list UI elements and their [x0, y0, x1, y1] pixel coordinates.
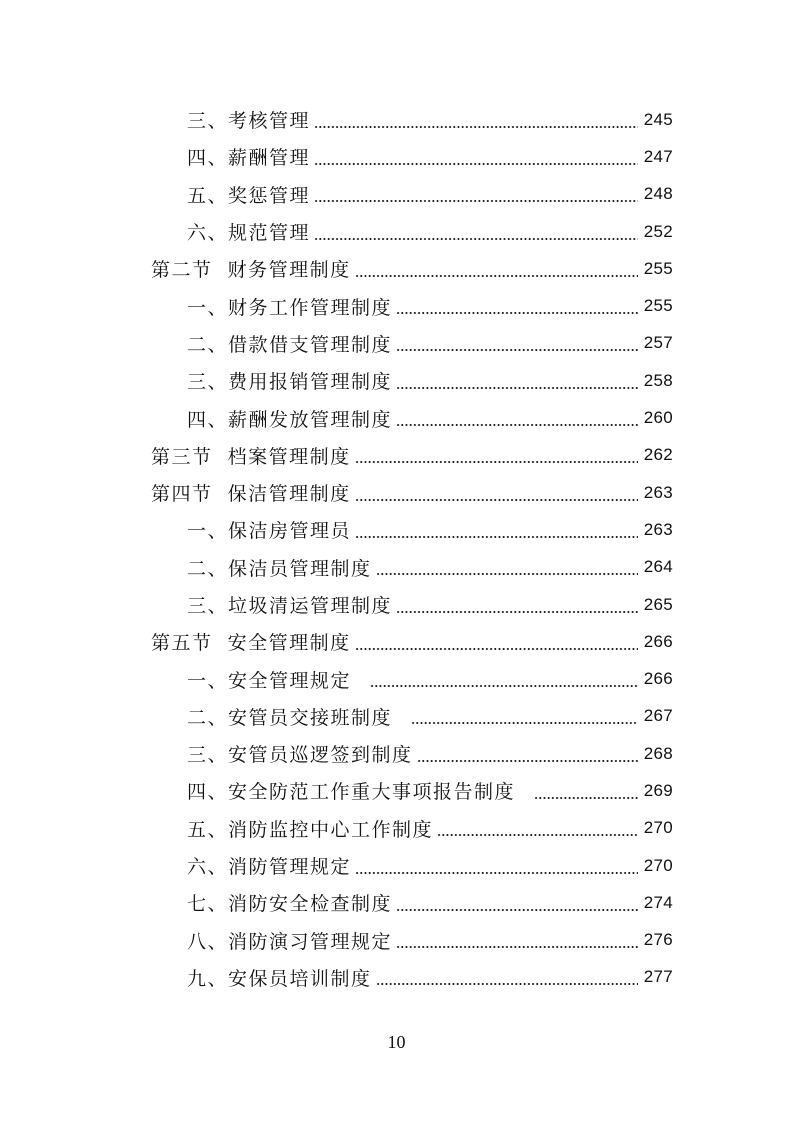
toc-leader-dots [355, 499, 638, 501]
toc-entry-page: 260 [643, 408, 673, 428]
toc-entry[interactable] [0, 176, 793, 213]
toc-entry-page: 263 [643, 482, 673, 502]
toc-entry-page: 266 [643, 631, 673, 651]
toc-entry-title: 四、安全防范工作重大事项报告制度 [187, 781, 531, 804]
toc-section-entry[interactable] [0, 250, 793, 287]
toc-entry[interactable] [0, 362, 793, 399]
toc-entry-page: 266 [643, 669, 673, 689]
toc-leader-dots [376, 573, 638, 575]
toc-leader-dots [396, 312, 638, 314]
toc-leader-dots [396, 611, 638, 613]
toc-entry[interactable] [0, 810, 793, 847]
toc-entry-title: 二、借款借支管理制度 [187, 333, 393, 356]
toc-entry-page: 263 [643, 519, 673, 539]
toc-entry[interactable] [0, 698, 793, 735]
toc-entry-title: 一、保洁房管理员 [187, 520, 352, 543]
toc-entry[interactable] [0, 511, 793, 548]
toc-entry-page: 277 [643, 967, 673, 987]
toc-entry-page: 252 [643, 221, 673, 241]
toc-leader-dots [355, 648, 638, 650]
toc-entry-page: 265 [643, 594, 673, 614]
toc-entry[interactable] [0, 772, 793, 809]
toc-entry-title: 四、薪酬发放管理制度 [187, 408, 393, 431]
toc-entry[interactable] [0, 660, 793, 697]
toc-entry[interactable] [0, 399, 793, 436]
toc-entry-title: 第五节 安全管理制度 [151, 632, 351, 655]
toc-leader-dots [314, 238, 638, 240]
toc-entry-title: 二、保洁员管理制度 [187, 557, 372, 580]
toc-leader-dots [534, 797, 638, 799]
toc-entry[interactable] [0, 138, 793, 175]
toc-leader-dots [437, 834, 638, 836]
toc-entry-title: 第四节 保洁管理制度 [151, 483, 351, 506]
toc-entry-title: 第三节 档案管理制度 [151, 445, 351, 468]
toc-entry-page: 268 [643, 743, 673, 763]
toc-entry-page: 274 [643, 892, 673, 912]
toc-leader-dots [411, 722, 638, 724]
toc-leader-dots [396, 349, 638, 351]
toc-entry-page: 245 [643, 109, 673, 129]
table-of-contents [0, 101, 793, 996]
toc-leader-dots [314, 126, 638, 128]
toc-leader-dots [396, 909, 638, 911]
toc-entry-page: 247 [643, 146, 673, 166]
toc-leader-dots [355, 275, 638, 277]
toc-entry-title: 四、薪酬管理 [187, 147, 311, 170]
toc-entry[interactable] [0, 325, 793, 362]
toc-entry-page: 255 [643, 296, 673, 316]
toc-entry-page: 264 [643, 557, 673, 577]
toc-entry-title: 六、消防管理规定 [187, 856, 352, 879]
toc-leader-dots [314, 200, 638, 202]
toc-entry-page: 270 [643, 855, 673, 875]
toc-leader-dots [417, 760, 638, 762]
toc-section-entry[interactable] [0, 623, 793, 660]
toc-entry[interactable] [0, 549, 793, 586]
toc-entry-title: 一、安全管理规定 [187, 669, 367, 692]
toc-entry-page: 276 [643, 930, 673, 950]
toc-leader-dots [396, 424, 638, 426]
toc-entry[interactable] [0, 847, 793, 884]
toc-entry-title: 五、消防监控中心工作制度 [187, 818, 434, 841]
toc-leader-dots [355, 536, 638, 538]
toc-entry-page: 267 [643, 706, 673, 726]
toc-entry-title: 五、奖惩管理 [187, 184, 311, 207]
page-number: 10 [387, 1032, 406, 1052]
toc-entry[interactable] [0, 884, 793, 921]
toc-entry-page: 258 [643, 370, 673, 390]
toc-entry-title: 三、安管员巡逻签到制度 [187, 744, 413, 767]
toc-entry-title: 七、消防安全检查制度 [187, 893, 393, 916]
toc-leader-dots [370, 685, 638, 687]
toc-leader-dots [396, 387, 638, 389]
toc-section-entry[interactable] [0, 437, 793, 474]
toc-leader-dots [314, 163, 638, 165]
toc-entry-title: 三、垃圾清运管理制度 [187, 595, 393, 617]
toc-entry[interactable] [0, 586, 793, 623]
toc-entry-title: 八、消防演习管理规定 [187, 930, 393, 953]
toc-entry-title: 一、财务工作管理制度 [187, 296, 393, 319]
toc-entry[interactable] [0, 101, 793, 138]
toc-entry[interactable] [0, 735, 793, 772]
toc-leader-dots [355, 872, 638, 874]
toc-entry-title: 九、安保员培训制度 [187, 967, 372, 990]
toc-entry-page: 262 [643, 445, 673, 465]
toc-entry[interactable] [0, 922, 793, 959]
toc-section-entry[interactable] [0, 474, 793, 511]
toc-entry-page: 269 [643, 780, 673, 800]
toc-entry-title: 二、安管员交接班制度 [187, 706, 408, 729]
toc-entry-title: 三、费用报销管理制度 [187, 371, 393, 394]
toc-entry-title: 六、规范管理 [187, 222, 311, 245]
toc-entry-page: 270 [643, 818, 673, 838]
toc-leader-dots [396, 946, 638, 948]
toc-entry-page: 255 [643, 258, 673, 278]
toc-leader-dots [376, 983, 638, 985]
toc-entry-page: 257 [643, 333, 673, 353]
toc-entry[interactable] [0, 213, 793, 250]
toc-entry-page: 248 [643, 184, 673, 204]
toc-entry-title: 第二节 财务管理制度 [151, 259, 351, 282]
toc-entry[interactable] [0, 287, 793, 324]
toc-leader-dots [355, 461, 638, 463]
toc-entry[interactable] [0, 959, 793, 996]
toc-entry-title: 三、考核管理 [187, 110, 311, 133]
